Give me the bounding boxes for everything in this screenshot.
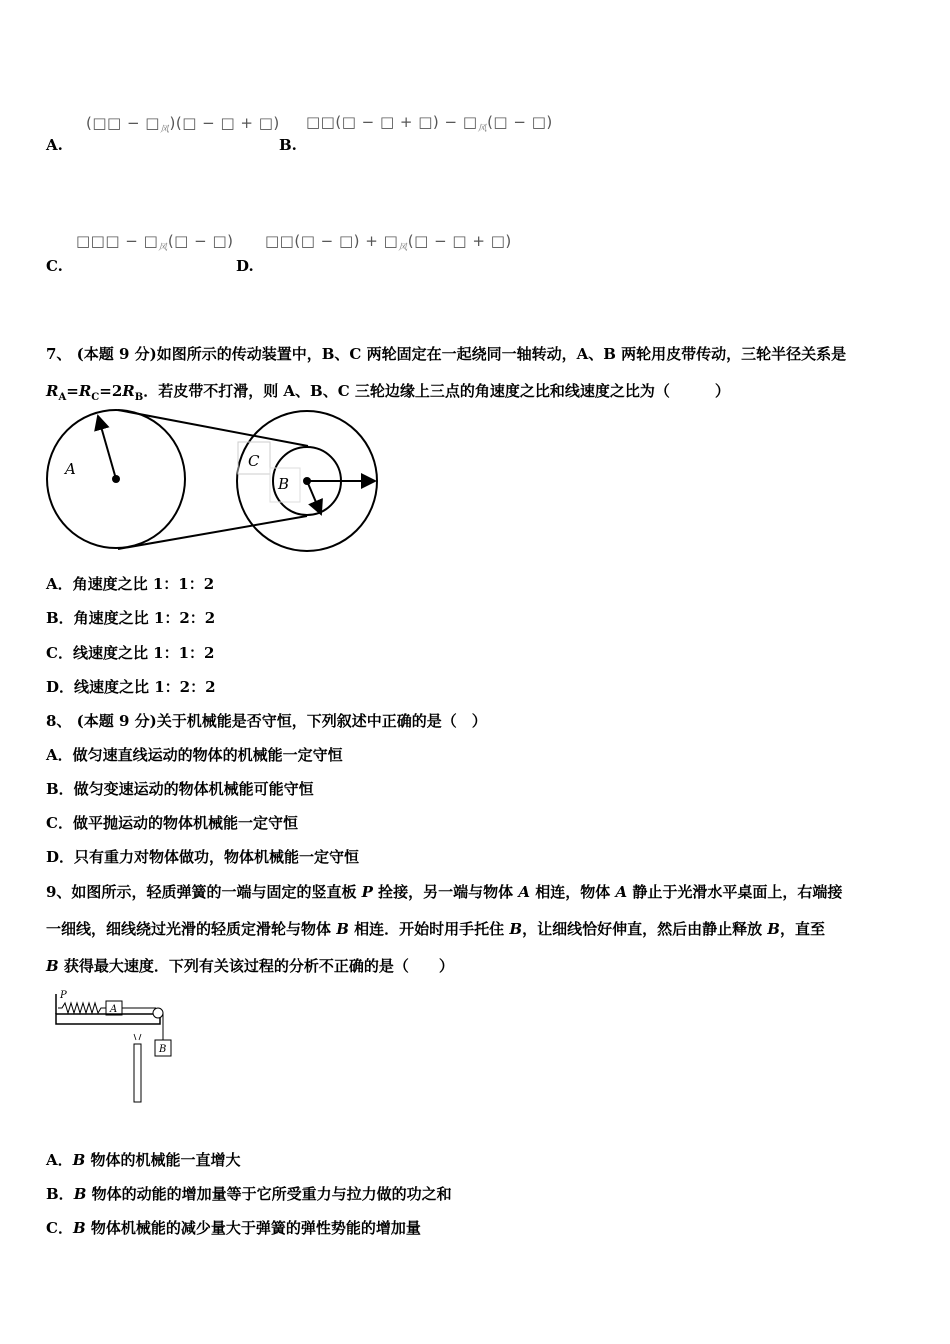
- radius-arrow-b: [307, 481, 321, 514]
- tick-right: [139, 1034, 141, 1040]
- q9-stem-line3: B 获得最大速度．下列有关该过程的分析不正确的是（ ）: [46, 957, 454, 975]
- q6-option-d-formula: □□(□ − □) + $□_风(□$ − □ + □): [265, 232, 512, 253]
- tick-left: [134, 1034, 136, 1040]
- label-b: B: [159, 1044, 167, 1055]
- q7-option-d: D．线速度之比 1：2：2: [46, 678, 216, 696]
- q6-option-b-formula: □□(□ − □ + □) − $□_风(□$ − □): [306, 113, 553, 134]
- q9-option-a: A．B 物体的机械能一直增大: [46, 1151, 241, 1169]
- label-p: P: [60, 990, 67, 1001]
- q6-option-a-label: A.: [46, 136, 63, 154]
- q7-transmission-figure: [40, 408, 385, 558]
- q9-spring-pulley-figure: [50, 988, 175, 1108]
- q9-option-b: B．B 物体的动能的增加量等于它所受重力与拉力做的功之和: [46, 1185, 452, 1203]
- q8-option-b: B．做匀变速运动的物体机械能可能守恒: [46, 780, 314, 798]
- label-a: A: [65, 460, 76, 478]
- q6-option-a-formula: (□□ − $□_风)(□$ − □ + □): [86, 114, 280, 135]
- radius-arrow-a: [98, 416, 116, 479]
- q9-stem-line1: 9、如图所示，轻质弹簧的一端与固定的竖直板 P 拴接，另一端与物体 A 相连，物体 A 静止于光滑水平桌面上，右端接: [46, 883, 843, 901]
- q7-option-a: A．角速度之比 1：1：2: [46, 575, 215, 593]
- q9-option-c: C．B 物体机械能的减少量大于弹簧的弹性势能的增加量: [46, 1219, 421, 1237]
- table-leg: [134, 1044, 141, 1102]
- q7-stem-line2: $R_A=R_C=2R_B$．若皮带不打滑，则 A、B、C 三轮边缘上三点的角速度之比和线速度之比为（ ）: [46, 382, 730, 403]
- q8-option-d: D．只有重力对物体做功，物体机械能一定守恒: [46, 848, 360, 866]
- q6-option-b-label: B.: [279, 136, 297, 154]
- q8-stem: 8、 (本题 9 分)关于机械能是否守恒，下列叙述中正确的是（ ）: [46, 712, 487, 730]
- q6-option-c-label: C.: [46, 257, 63, 275]
- q8-option-c: C．做平抛运动的物体机械能一定守恒: [46, 814, 298, 832]
- spring: [58, 1003, 106, 1013]
- q6-option-d-label: D.: [236, 257, 254, 275]
- q9-stem-line2: 一细线，细线绕过光滑的轻质定滑轮与物体 B 相连．开始时用手托住 B，让细线恰好伸直，然后由静止释放 B，直至: [46, 920, 825, 938]
- belt-top: [118, 410, 308, 446]
- q7-option-b: B．角速度之比 1：2：2: [46, 609, 216, 627]
- q6-option-c-formula: □□□ − $□_风(□$ − □): [76, 232, 234, 253]
- q7-stem-line1: 7、 (本题 9 分)如图所示的传动装置中，B、C 两轮固定在一起绕同一轴转动，A、B 两轮用皮带传动，三轮半径关系是: [46, 345, 847, 363]
- label-c: C: [248, 452, 260, 470]
- label-a: A: [110, 1004, 118, 1015]
- pulley: [153, 1008, 163, 1018]
- q7-option-c: C．线速度之比 1：1：2: [46, 644, 215, 662]
- q8-option-a: A．做匀速直线运动的物体的机械能一定守恒: [46, 746, 343, 764]
- label-b: B: [278, 475, 290, 493]
